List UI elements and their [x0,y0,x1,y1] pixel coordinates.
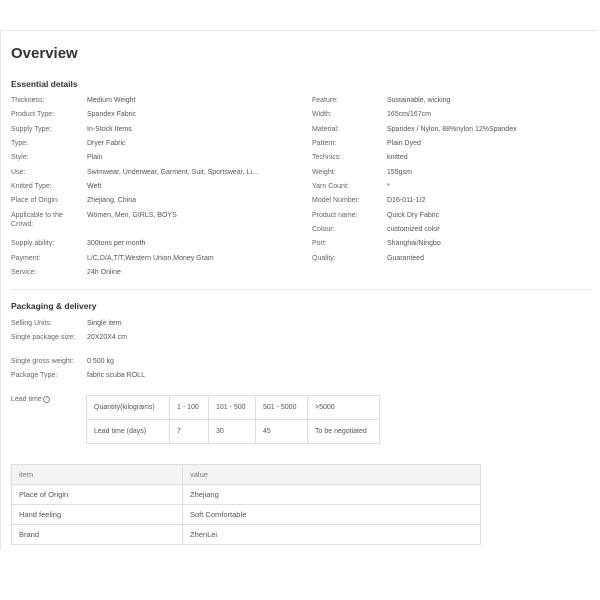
attribute-value: Zhejiang [183,485,481,505]
detail-value: Guaranteed [387,255,424,262]
detail-value: Shanghai/Ningbo [387,240,441,247]
table-row [12,505,481,525]
detail-value: * [387,183,390,190]
detail-label: Service: [11,269,37,276]
attribute-value: Soft Comfortable [183,505,481,525]
detail-value: Plain Dyed [387,140,421,147]
packaging-value: 0.500 kg [87,358,114,365]
detail-value: Sustainable, wicking [387,97,451,104]
detail-label: Product Type: [11,111,55,118]
packaging-label: Single package size: [11,334,76,341]
detail-value: Women, Men, GIRLS, BOYS [87,212,177,219]
lead-time-cell: 501 - 5000 [256,396,308,420]
detail-label: Knitted Type: [11,183,52,190]
attribute-name: Brand [12,525,183,545]
packaging-label: Single gross weight: [11,358,74,365]
packaging-label: Package Type: [11,372,58,379]
attribute-value: ZhenLei [183,525,481,545]
lead-time-value-row [87,420,380,444]
detail-label: Product name: [312,212,358,219]
detail-value: Swimwear, Underwear, Garment, Suit, Sportswear, Li... [87,169,258,176]
section-divider [10,289,592,290]
detail-value: 165cm/167cm [387,111,431,118]
attribute-name: Place of Origin [12,485,183,505]
detail-label: Width: [312,111,332,118]
packaging-label: Selling Units: [11,320,52,327]
detail-label: Applicable to the Crowd: [11,212,63,228]
detail-value: L/C,D/A,T/T,Western Union,Money Gram [87,255,214,262]
detail-label: Weight: [312,169,336,176]
lead-time-cell: Quantity(kilograms) [87,396,170,420]
lead-time-cell: 7 [170,420,209,444]
detail-label: Colour: [312,226,335,233]
detail-value: knitted [387,154,408,161]
detail-value: Spandex Fabric [87,111,137,118]
lead-time-cell: Lead time (days) [87,420,170,444]
detail-value: 24h Online [87,269,121,276]
packaging-value: 20X20X4 cm [87,334,128,341]
detail-label: Supply Type: [11,126,52,133]
lead-time-cell: >5000 [308,396,380,420]
packaging-value: fabric scuba ROLL [87,372,145,379]
lead-time-table [86,395,380,444]
detail-value: Weft [87,183,102,190]
lead-time-cell: 45 [256,420,308,444]
detail-label: Model Number: [312,197,360,204]
table-row [12,485,481,505]
attributes-header-cell: item [12,465,183,485]
detail-value: 155gsm [387,169,412,176]
detail-label: Type: [11,140,29,147]
detail-label: Payment: [11,255,41,262]
detail-value: Quick Dry Fabric [387,212,440,219]
detail-label: Feature: [312,97,339,104]
detail-value: customized color [387,226,440,233]
overview-title: Overview [11,45,78,62]
packaging-value: Single item [87,320,122,327]
lead-time-label: Lead time [11,396,42,403]
essential-details-title: Essential details [11,79,78,89]
attributes-table [11,464,481,545]
detail-label: Pattern: [312,140,337,147]
detail-label: Yarn Count: [312,183,349,190]
detail-value: Spandex / Nylon, 88%nylon 12%Spandex [387,126,517,133]
detail-label: Supply ability: [11,240,55,247]
detail-value: Medium Weight [87,97,136,104]
detail-value: Dryer Fabric [87,140,126,147]
detail-label: Technics: [312,154,342,161]
detail-value: Zhejiang, China [87,197,137,204]
detail-label: Place of Origin: [11,197,59,204]
table-row [12,525,481,545]
help-icon[interactable]: ? [43,396,50,403]
lead-time-header-row [87,396,380,420]
detail-label: Material: [312,126,339,133]
detail-label: Use: [11,169,26,176]
detail-value: 300tons per month [87,240,146,247]
lead-time-cell: 1 - 100 [170,396,209,420]
detail-label: Thickness: [11,97,45,104]
lead-time-label-row [11,395,50,404]
detail-label: Quality: [312,255,336,262]
attribute-name: Hand feeling [12,505,183,525]
lead-time-cell: 30 [209,420,256,444]
lead-time-cell: 101 - 500 [209,396,256,420]
lead-time-cell: To be negotiated [308,420,380,444]
detail-label: Port: [312,240,327,247]
detail-value: D16-011-1/2 [387,197,426,204]
packaging-delivery-title: Packaging & delivery [11,301,97,311]
attributes-header-row [12,465,481,485]
detail-value: Plain [87,154,103,161]
detail-value: In-Stock Items [87,126,132,133]
attributes-header-cell: value [183,465,481,485]
detail-label: Style: [11,154,29,161]
